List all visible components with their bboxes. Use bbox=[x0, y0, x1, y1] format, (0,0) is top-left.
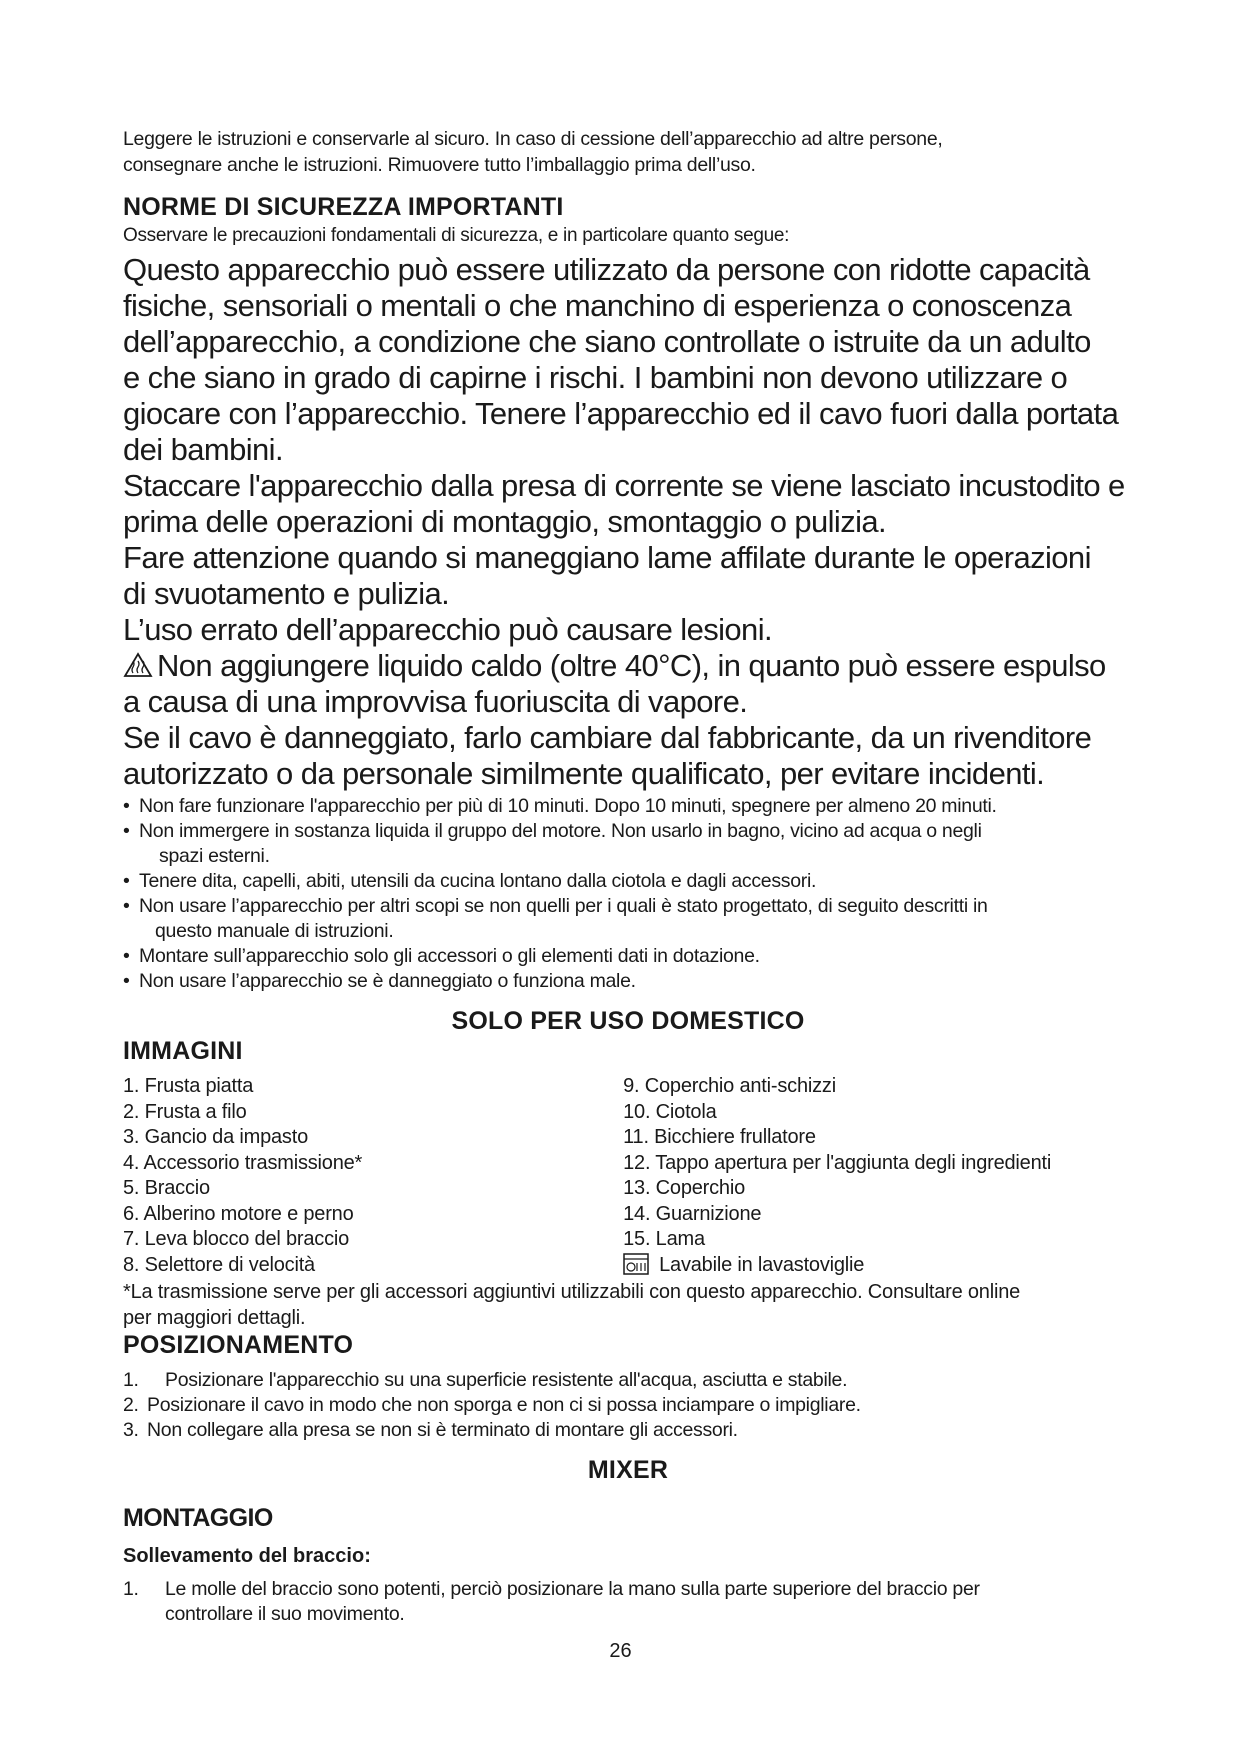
dishwasher-safe-item bbox=[623, 1253, 1133, 1279]
positioning-steps bbox=[123, 1368, 1133, 1443]
part-item: 6. Alberino motore e perno bbox=[123, 1202, 354, 1225]
step-text: Posizionare l'apparecchio su una superficie resistente all'acqua, asciutta e stabile. bbox=[165, 1369, 848, 1391]
warning-line: giocare con l’apparecchio. Tenere l’apparecchio ed il cavo fuori dalla portata bbox=[123, 396, 1119, 431]
list-item bbox=[123, 1577, 1133, 1627]
dishwasher-icon bbox=[623, 1253, 649, 1275]
bullet-dot: • bbox=[123, 945, 130, 967]
part-item: 11. Bicchiere frullatore bbox=[623, 1126, 816, 1148]
step-number: 3. bbox=[123, 1419, 139, 1441]
arm-lifting-subheading: Sollevamento del braccio: bbox=[123, 1545, 371, 1567]
parts-column-left bbox=[123, 1074, 623, 1278]
bullet-dot: • bbox=[123, 820, 130, 842]
bullet-text: Non usare l’apparecchio se è danneggiato o funziona male. bbox=[139, 970, 636, 992]
bullet-dot: • bbox=[123, 795, 130, 817]
bullet-dot: • bbox=[123, 895, 130, 917]
part-item: 12. Tappo apertura per l'aggiunta degli ingredienti bbox=[623, 1151, 1052, 1174]
part-item: 5. Braccio bbox=[123, 1177, 210, 1199]
list-item bbox=[123, 819, 1133, 869]
warning-line: L’uso errato dell’apparecchio può causare lesioni. bbox=[123, 612, 772, 647]
assembly-heading: MONTAGGIO bbox=[123, 1504, 273, 1532]
domestic-use-heading: SOLO PER USO DOMESTICO bbox=[451, 1007, 805, 1035]
bullet-text-continued: questo manuale di istruzioni. bbox=[155, 920, 394, 942]
list-item bbox=[123, 1368, 1133, 1393]
part-item: 14. Guarnizione bbox=[623, 1202, 762, 1225]
bullet-dot: • bbox=[123, 870, 130, 892]
part-item: 3. Gancio da impasto bbox=[123, 1126, 308, 1148]
safety-subtitle: Osservare le precauzioni fondamentali di sicurezza, e in particolare quanto segue: bbox=[123, 225, 790, 246]
footnote-line-2: per maggiori dettagli. bbox=[123, 1307, 306, 1329]
safety-heading: NORME DI SICUREZZA IMPORTANTI bbox=[123, 193, 564, 221]
list-item bbox=[123, 894, 1133, 944]
bullet-text: Tenere dita, capelli, abiti, utensili da cucina lontano dalla ciotola e dagli accessori. bbox=[139, 870, 817, 892]
step-text: Posizionare il cavo in modo che non sporga e non ci si possa inciampare o impigliare. bbox=[147, 1394, 861, 1416]
list-item bbox=[123, 944, 1133, 969]
warning-line: fisiche, sensoriali o mentali o che manchino di esperienza o conoscenza bbox=[123, 288, 1072, 323]
hot-steam-warning-icon bbox=[123, 652, 153, 678]
list-item bbox=[123, 1418, 1133, 1443]
warning-line: dei bambini. bbox=[123, 432, 283, 467]
page-content bbox=[123, 126, 1133, 1627]
bullet-text: Non usare l’apparecchio per altri scopi se non quelli per i quali è stato progettato, di seguito descritti in bbox=[139, 895, 988, 917]
list-item bbox=[123, 969, 1133, 994]
safety-bullet-list bbox=[123, 794, 1133, 994]
bullet-text: Non immergere in sostanza liquida il gruppo del motore. Non usarlo in bagno, vicino ad acqua o negli bbox=[139, 820, 982, 842]
list-item bbox=[123, 794, 1133, 819]
warning-line: autorizzato o da personale similmente qualificato, per evitare incidenti. bbox=[123, 756, 1045, 791]
page-number: 26 bbox=[609, 1640, 632, 1662]
positioning-heading: POSIZIONAMENTO bbox=[123, 1331, 354, 1359]
bullet-dot: • bbox=[123, 970, 130, 992]
step-text-continued: controllare il suo movimento. bbox=[165, 1603, 405, 1625]
part-item: 8. Selettore di velocità bbox=[123, 1253, 315, 1276]
bullet-text: Non fare funzionare l'apparecchio per più di 10 minuti. Dopo 10 minuti, spegnere per almeno 20 minuti. bbox=[139, 795, 997, 817]
warning-line: di svuotamento e pulizia. bbox=[123, 576, 450, 611]
step-number: 1. bbox=[123, 1369, 139, 1391]
list-item bbox=[123, 869, 1133, 894]
bullet-text-continued: spazi esterni. bbox=[159, 845, 270, 867]
parts-list bbox=[123, 1074, 1133, 1278]
parts-column-right bbox=[623, 1074, 1133, 1278]
intro-line-2: consegnare anche le istruzioni. Rimuovere tutto l’imballaggio prima dell’uso. bbox=[123, 154, 756, 176]
warning-line: dell’apparecchio, a condizione che siano controllate o istruite da un adulto bbox=[123, 324, 1091, 359]
part-item: 9. Coperchio anti-schizzi bbox=[623, 1075, 836, 1097]
step-number: 2. bbox=[123, 1394, 139, 1416]
part-item: 4. Accessorio trasmissione* bbox=[123, 1151, 363, 1174]
warning-line: Staccare l'apparecchio dalla presa di corrente se viene lasciato incustodito e bbox=[123, 468, 1125, 503]
warning-line: e che siano in grado di capirne i rischi. I bambini non devono utilizzare o bbox=[123, 360, 1068, 395]
warning-line: Se il cavo è danneggiato, farlo cambiare dal fabbricante, da un rivenditore bbox=[123, 720, 1092, 755]
step-number: 1. bbox=[123, 1578, 139, 1600]
part-item: 2. Frusta a filo bbox=[123, 1100, 247, 1123]
safety-warnings bbox=[123, 252, 1133, 792]
list-item bbox=[123, 1393, 1133, 1418]
images-heading: IMMAGINI bbox=[123, 1037, 243, 1065]
footnote-line-1: *La trasmissione serve per gli accessori aggiuntivi utilizzabili con questo apparecchio. Consultare online bbox=[123, 1281, 1021, 1303]
warning-line: prima delle operazioni di montaggio, smontaggio o pulizia. bbox=[123, 504, 887, 539]
warning-line: Fare attenzione quando si maneggiano lame affilate durante le operazioni bbox=[123, 540, 1091, 575]
part-item: 15. Lama bbox=[623, 1228, 705, 1250]
part-item: 7. Leva blocco del braccio bbox=[123, 1228, 350, 1250]
mixer-heading: MIXER bbox=[587, 1456, 669, 1484]
part-item: 1. Frusta piatta bbox=[123, 1075, 254, 1097]
arm-lifting-steps bbox=[123, 1577, 1133, 1627]
step-text: Non collegare alla presa se non si è terminato di montare gli accessori. bbox=[147, 1419, 738, 1441]
hot-liquid-warning bbox=[123, 648, 1133, 684]
intro-line-1: Leggere le istruzioni e conservarle al sicuro. In caso di cessione dell’apparecchio ad altre persone, bbox=[123, 128, 943, 150]
hot-liquid-text: Non aggiungere liquido caldo (oltre 40°C), in quanto può essere espulso bbox=[157, 648, 1106, 683]
part-item: 13. Coperchio bbox=[623, 1177, 746, 1199]
dishwasher-label: Lavabile in lavastoviglie bbox=[659, 1253, 865, 1276]
warning-line: a causa di una improvvisa fuoriuscita di vapore. bbox=[123, 684, 748, 719]
part-item: 10. Ciotola bbox=[623, 1100, 717, 1123]
warning-line: Questo apparecchio può essere utilizzato da persone con ridotte capacità bbox=[123, 252, 1090, 287]
step-text: Le molle del braccio sono potenti, perciò posizionare la mano sulla parte superiore del braccio per bbox=[165, 1578, 980, 1600]
bullet-text: Montare sull’apparecchio solo gli accessori o gli elementi dati in dotazione. bbox=[139, 945, 760, 967]
